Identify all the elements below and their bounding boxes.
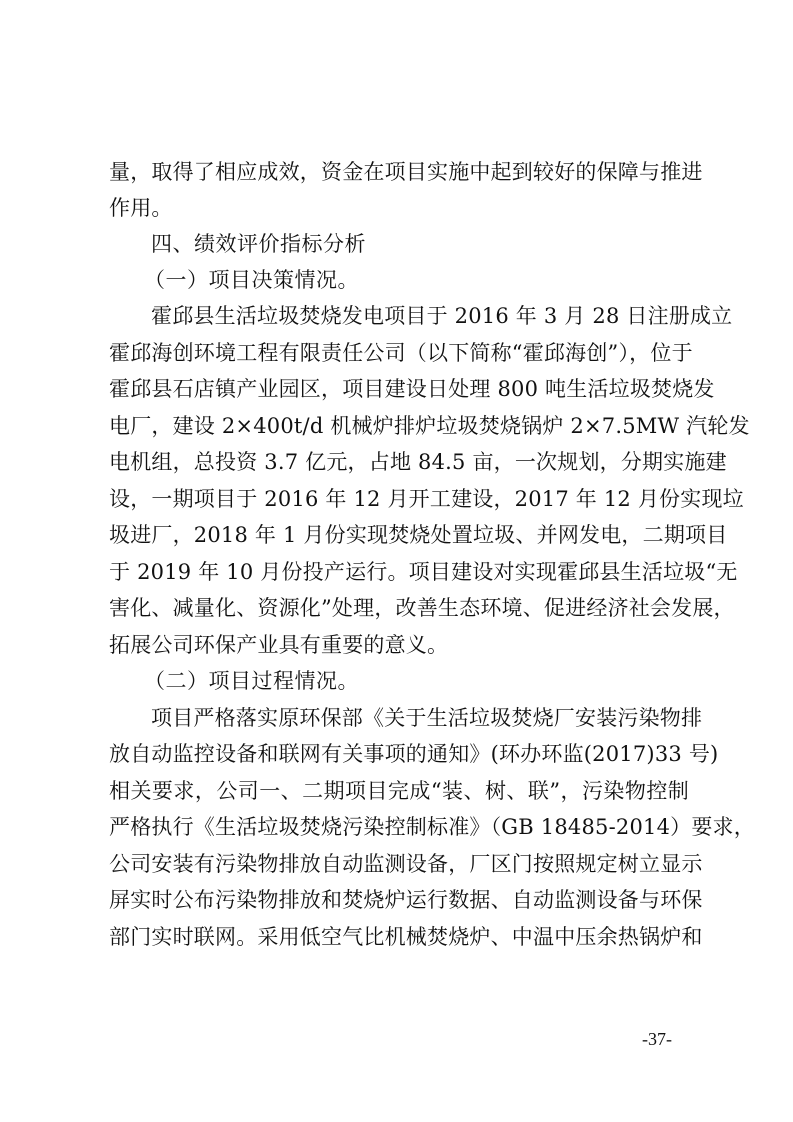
body-line: 设，一期项目于 2016 年 12 月开工建设，2017 年 12 月份实现垃: [109, 487, 744, 511]
body-line: 公司安装有污染物排放自动监测设备，厂区门按照规定树立显示: [109, 852, 703, 876]
body-line: 电厂，建设 2×400t/d 机械炉排炉垃圾焚烧锅炉 2×7.5MW 汽轮发: [109, 414, 750, 438]
body-line: 电机组，总投资 3.7 亿元，占地 84.5 亩，一次规划，分期实施建: [109, 450, 727, 474]
body-line: 霍邱县石店镇产业园区，项目建设日处理 800 吨生活垃圾焚烧发: [109, 377, 715, 401]
subsection-heading: （一）项目决策情况。: [144, 268, 359, 292]
body-line: 相关要求，公司一、二期项目完成“装、树、联”，污染物控制: [109, 779, 689, 803]
body-line: 圾进厂，2018 年 1 月份实现焚烧处置垃圾、并网发电，二期项目: [109, 523, 728, 547]
body-line: 量，取得了相应成效，资金在项目实施中起到较好的保障与推进: [109, 160, 703, 184]
body-line: 部门实时联网。采用低空气比机械焚烧炉、中温中压余热锅炉和: [109, 925, 703, 949]
subsection-heading: （二）项目过程情况。: [144, 669, 359, 693]
section-heading: 四、绩效评价指标分析: [151, 232, 366, 256]
body-line: 拓展公司环保产业具有重要的意义。: [109, 633, 449, 657]
body-line: 害化、减量化、资源化”处理，改善生态环境、促进经济社会发展，: [109, 596, 735, 620]
body-line: 严格执行《生活垃圾焚烧污染控制标准》（GB 18485-2014）要求，: [109, 815, 755, 839]
body-line: 项目严格落实原环保部《关于生活垃圾焚烧厂安装污染物排: [151, 706, 703, 730]
body-line: 霍邱县生活垃圾焚烧发电项目于 2016 年 3 月 28 日注册成立: [151, 304, 733, 328]
body-line: 屏实时公布污染物排放和焚烧炉运行数据、自动监测设备与环保: [109, 888, 703, 912]
body-line: 霍邱海创环境工程有限责任公司（以下简称“霍邱海创”），位于: [109, 341, 693, 365]
body-line: 作用。: [109, 196, 173, 220]
page-number: -37-: [642, 1029, 672, 1049]
body-line: 于 2019 年 10 月份投产运行。项目建设对实现霍邱县生活垃圾“无: [109, 560, 738, 584]
body-line: 放自动监控设备和联网有关事项的通知》(环办环监(2017)33 号): [109, 742, 719, 766]
